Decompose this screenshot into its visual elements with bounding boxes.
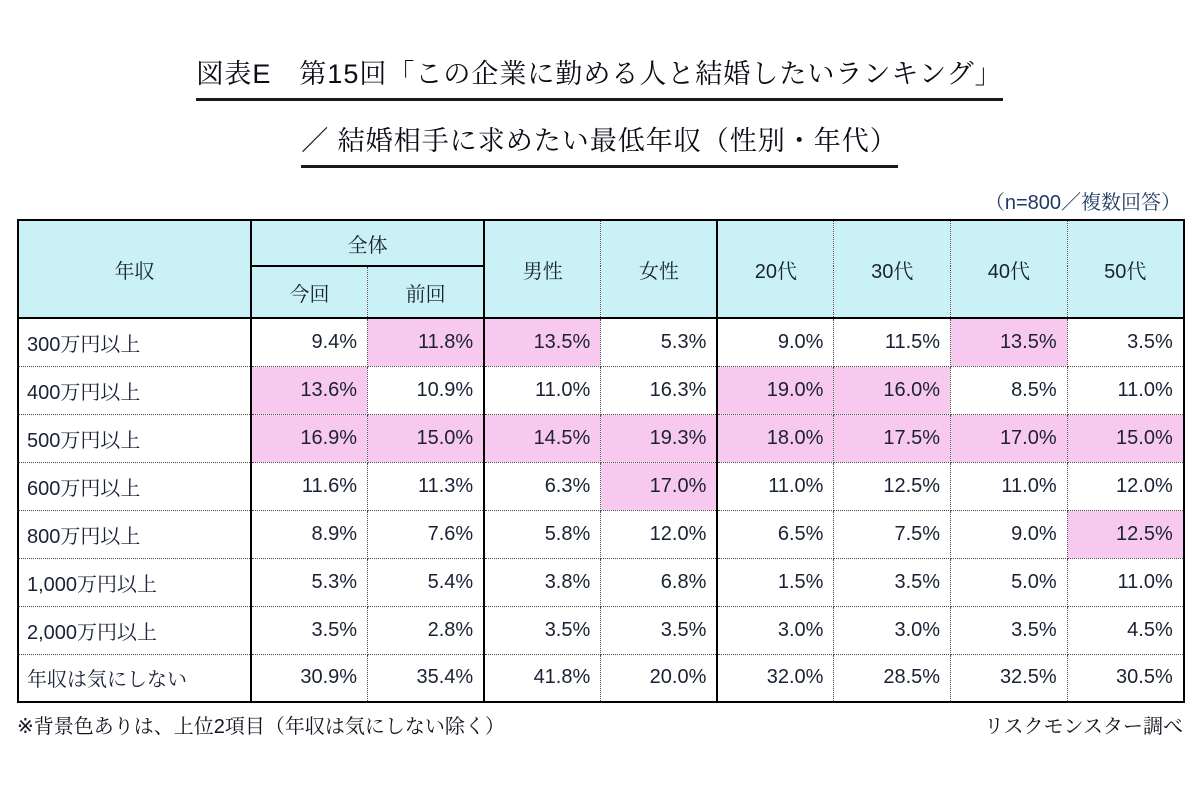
value-cell: 13.5% — [951, 318, 1068, 366]
value-cell: 20.0% — [601, 654, 718, 702]
row-label: 年収は気にしない — [18, 654, 251, 702]
value-cell: 3.5% — [1067, 318, 1184, 366]
value-cell: 35.4% — [368, 654, 485, 702]
value-cell: 30.9% — [251, 654, 368, 702]
row-label: 1,000万円以上 — [18, 558, 251, 606]
value-cell: 3.5% — [834, 558, 951, 606]
value-cell: 11.5% — [834, 318, 951, 366]
value-cell: 11.8% — [368, 318, 485, 366]
table-row — [18, 318, 1184, 366]
table-row — [18, 366, 1184, 414]
value-cell: 5.0% — [951, 558, 1068, 606]
column-header-20s: 20代 — [717, 220, 834, 318]
column-header-50s: 50代 — [1067, 220, 1184, 318]
value-cell: 3.5% — [601, 606, 718, 654]
title-line-2 — [0, 119, 1199, 168]
table-row — [18, 462, 1184, 510]
value-cell: 2.8% — [368, 606, 485, 654]
value-cell: 12.0% — [601, 510, 718, 558]
value-cell: 28.5% — [834, 654, 951, 702]
value-cell: 11.0% — [1067, 366, 1184, 414]
value-cell: 5.3% — [601, 318, 718, 366]
source-credit: リスクモンスター調べ — [984, 716, 1183, 738]
value-cell: 9.4% — [251, 318, 368, 366]
value-cell: 7.5% — [834, 510, 951, 558]
column-header-overall: 全体 — [251, 220, 484, 266]
value-cell: 11.0% — [717, 462, 834, 510]
column-header-income: 年収 — [18, 220, 251, 318]
value-cell: 18.0% — [717, 414, 834, 462]
value-cell: 17.0% — [951, 414, 1068, 462]
value-cell: 12.0% — [1067, 462, 1184, 510]
value-cell: 11.3% — [368, 462, 485, 510]
value-cell: 3.0% — [717, 606, 834, 654]
value-cell: 4.5% — [1067, 606, 1184, 654]
value-cell: 17.5% — [834, 414, 951, 462]
value-cell: 11.6% — [251, 462, 368, 510]
footer — [17, 710, 1183, 739]
value-cell: 11.0% — [951, 462, 1068, 510]
value-cell: 19.3% — [601, 414, 718, 462]
value-cell: 3.8% — [484, 558, 601, 606]
table-row — [18, 654, 1184, 702]
value-cell: 11.0% — [484, 366, 601, 414]
table-row — [18, 510, 1184, 558]
value-cell: 30.5% — [1067, 654, 1184, 702]
value-cell: 16.3% — [601, 366, 718, 414]
sample-size-note: （n=800／複数回答） — [984, 192, 1181, 214]
value-cell: 16.9% — [251, 414, 368, 462]
row-label: 300万円以上 — [18, 318, 251, 366]
value-cell: 3.5% — [251, 606, 368, 654]
table-row — [18, 558, 1184, 606]
value-cell: 9.0% — [717, 318, 834, 366]
value-cell: 6.3% — [484, 462, 601, 510]
title-block — [0, 0, 1199, 168]
value-cell: 8.9% — [251, 510, 368, 558]
column-header-previous: 前回 — [368, 266, 485, 318]
value-cell: 17.0% — [601, 462, 718, 510]
column-header-30s: 30代 — [834, 220, 951, 318]
page-subtitle: ／ 結婚相手に求めたい最低年収（性別・年代） — [301, 119, 898, 168]
value-cell: 6.5% — [717, 510, 834, 558]
value-cell: 5.4% — [368, 558, 485, 606]
column-header-female: 女性 — [601, 220, 718, 318]
value-cell: 32.5% — [951, 654, 1068, 702]
value-cell: 14.5% — [484, 414, 601, 462]
title-line-1 — [0, 52, 1199, 101]
row-label: 400万円以上 — [18, 366, 251, 414]
value-cell: 32.0% — [717, 654, 834, 702]
value-cell: 16.0% — [834, 366, 951, 414]
value-cell: 11.0% — [1067, 558, 1184, 606]
column-header-male: 男性 — [484, 220, 601, 318]
value-cell: 3.5% — [951, 606, 1068, 654]
column-header-40s: 40代 — [951, 220, 1068, 318]
value-cell: 3.0% — [834, 606, 951, 654]
page-title: 図表E 第15回「この企業に勤める人と結婚したいランキング」 — [196, 52, 1002, 101]
table-row — [18, 606, 1184, 654]
value-cell: 5.8% — [484, 510, 601, 558]
value-cell: 8.5% — [951, 366, 1068, 414]
footnote-highlight-legend: ※背景色ありは、上位2項目（年収は気にしない除く） — [17, 716, 505, 738]
value-cell: 6.8% — [601, 558, 718, 606]
row-label: 800万円以上 — [18, 510, 251, 558]
value-cell: 12.5% — [1067, 510, 1184, 558]
value-cell: 15.0% — [1067, 414, 1184, 462]
value-cell: 3.5% — [484, 606, 601, 654]
row-label: 2,000万円以上 — [18, 606, 251, 654]
column-header-current: 今回 — [251, 266, 368, 318]
value-cell: 19.0% — [717, 366, 834, 414]
value-cell: 13.5% — [484, 318, 601, 366]
income-survey-table — [17, 219, 1185, 703]
value-cell: 10.9% — [368, 366, 485, 414]
value-cell: 41.8% — [484, 654, 601, 702]
table-row — [18, 414, 1184, 462]
row-label: 500万円以上 — [18, 414, 251, 462]
row-label: 600万円以上 — [18, 462, 251, 510]
value-cell: 12.5% — [834, 462, 951, 510]
value-cell: 5.3% — [251, 558, 368, 606]
value-cell: 1.5% — [717, 558, 834, 606]
value-cell: 7.6% — [368, 510, 485, 558]
value-cell: 9.0% — [951, 510, 1068, 558]
value-cell: 15.0% — [368, 414, 485, 462]
value-cell: 13.6% — [251, 366, 368, 414]
